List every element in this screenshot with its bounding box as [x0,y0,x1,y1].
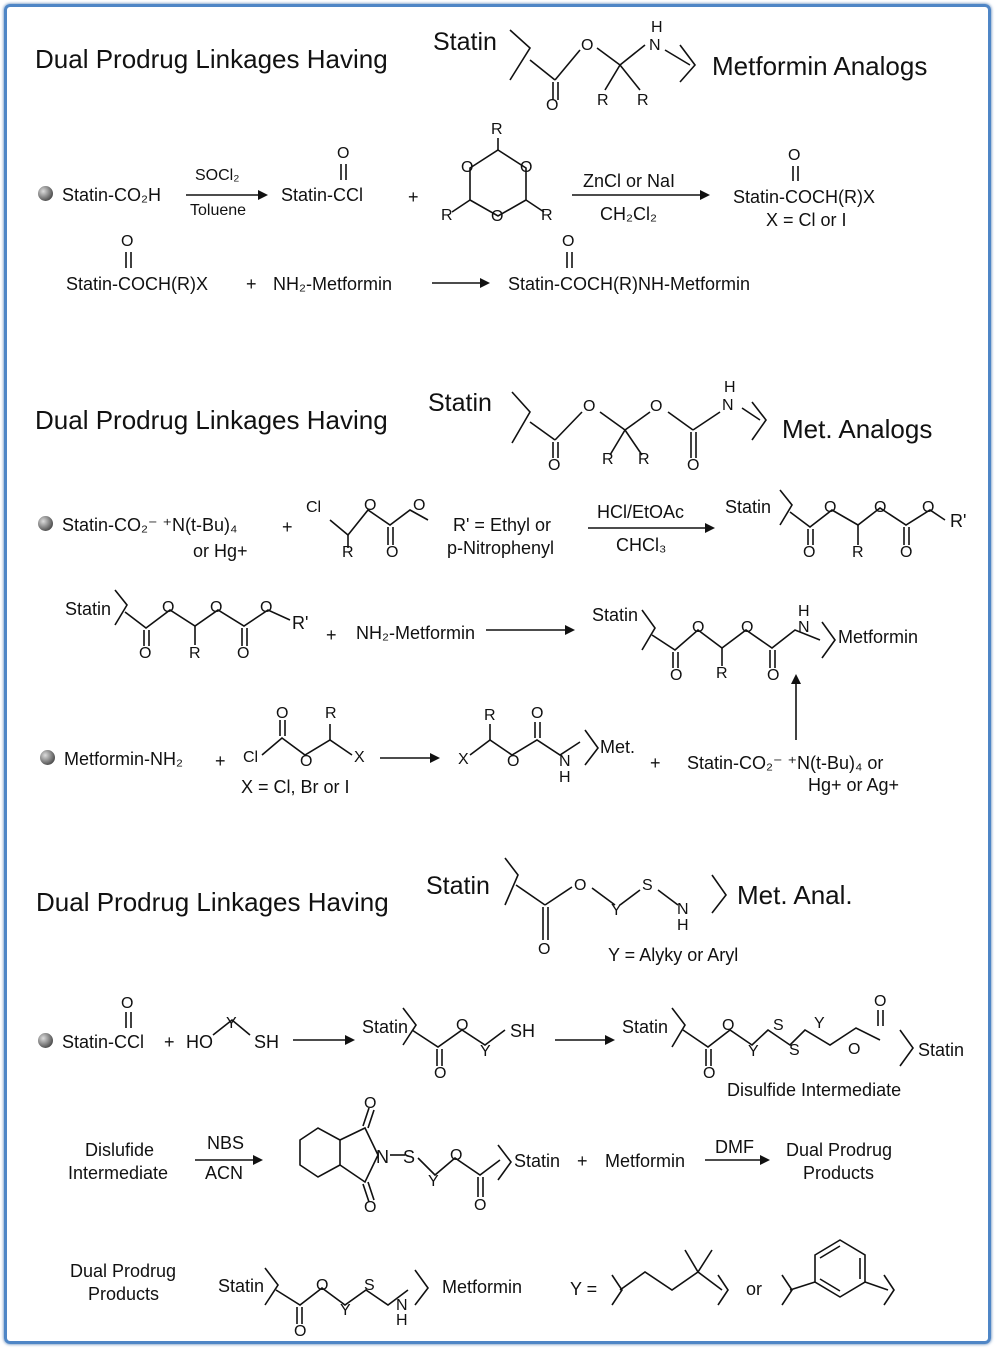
s2b-product-statin: Statin [592,605,639,625]
s2b-product-o3: O [670,667,683,684]
s2a-product-o3: O [922,499,935,516]
s1-reactant: Statin-CO₂H [62,185,162,205]
s2b-product-r: R [716,665,728,682]
s2c-int-end: Met. [600,737,636,757]
s3c-s: S [364,1277,375,1294]
section2-analog-label: Met. Analogs [782,414,933,444]
s2b-product-o1: O [692,619,705,636]
s2a-r: R [342,544,354,561]
section3-y-note: Y = Alyky or Aryl [608,945,739,965]
s2a-o2: O [386,544,399,561]
s3a-dimer-end: Statin [918,1040,965,1060]
s2a-product-r: R [852,544,864,561]
s2-amine: NH₂-Metformin [273,274,392,294]
section3-title: Dual Prodrug Linkages Having [36,887,389,917]
section1-h-atom: H [651,19,663,36]
s2b-o1: O [162,599,175,616]
s2c-int-o1: O [507,753,520,770]
trioxane-r-right: R [541,207,553,224]
s3c-statin: Statin [218,1276,265,1296]
s2a-product-o4: O [803,544,816,561]
s3a-dimer-y1: Y [748,1043,759,1060]
section3-y: Y [611,902,622,919]
s2b-product-o4: O [767,667,780,684]
s2b-rprime: R' [292,613,309,633]
section1-r1: R [597,92,609,109]
s3b-y: Y [428,1173,439,1190]
s3a-dimer-s2: S [789,1042,800,1059]
s2a-r-note: R' = Ethyl or [453,515,551,535]
s2c-int-x: X [458,751,469,768]
s3c-label2: Products [88,1284,160,1304]
s2c-int-n: N [559,753,571,770]
s2c-reactant: Metformin-NH₂ [64,749,183,769]
trioxane-o3: O [491,208,504,225]
section2-o2: O [650,398,663,415]
section2-title: Dual Prodrug Linkages Having [35,405,388,435]
s1-plus: + [408,187,419,207]
s2c-plus: + [215,751,226,771]
s2a-o1: O [364,497,377,514]
s3a-y: Y [226,1015,237,1032]
s2b-plus: + [326,625,337,645]
s2b-o3: O [260,599,273,616]
s2a-reagent-bottom: CHCl₃ [616,535,667,555]
section2-o4: O [687,457,700,474]
section2-r1: R [602,451,614,468]
s2-plus: + [246,274,257,294]
s3a-plus: + [164,1032,175,1052]
s3b-n: N [376,1147,389,1167]
s3a-o: O [121,995,134,1012]
section1-n-atom: N [649,37,661,54]
s3a-dimer-o3: O [848,1041,861,1058]
s3a-dimer-y2: Y [814,1015,825,1032]
s2b-o4: O [139,645,152,662]
section3-statin-label: Statin [426,872,490,900]
s1-reagent2-bottom: CH₂Cl₂ [600,204,657,224]
s3c-h: H [396,1312,408,1329]
s3c-or: or [746,1279,763,1299]
bullet-icon [38,1033,53,1048]
s2c-o2: O [300,753,313,770]
trioxane-o1: O [461,159,474,176]
trioxane-r-left: R [441,207,453,224]
s3c-metformin: Metformin [442,1277,523,1297]
s1-product2-note: X = Cl or I [766,210,847,230]
s2c-plus2: + [650,753,661,773]
section1-linker-structure [510,30,695,100]
s1-reagent-bottom: Toluene [190,202,247,219]
section3-n: N [677,901,689,918]
section3-analog-label: Met. Anal. [737,880,853,910]
section3-o2: O [538,941,551,958]
s2a-reactant-alt: or Hg+ [193,541,248,561]
s3a-product-y: Y [480,1043,491,1060]
section1-title: Dual Prodrug Linkages Having [35,44,388,74]
s2a-product-o1: O [824,499,837,516]
bullet-icon [40,750,55,765]
s2-product-o: O [562,233,575,250]
s3c-o1: O [316,1277,329,1294]
s3b-s: S [403,1147,416,1167]
section2-statin-label: Statin [428,389,492,417]
s2-reactant-o: O [121,233,134,250]
s1-product2: Statin-COCH(R)X [733,187,876,207]
s2a-product-o2: O [874,499,887,516]
section3-o1: O [574,877,587,894]
s2c-int-o2: O [531,705,544,722]
section1-analog-label: Metformin Analogs [712,51,928,81]
s3b-o1: O [450,1147,463,1164]
s2a-plus: + [282,517,293,537]
s2-product: Statin-COCH(R)NH-Metformin [508,274,751,294]
s2b-statin: Statin [65,599,112,619]
s2b-amine: NH₂-Metformin [356,623,475,643]
s1-reagent-top: SOCl₂ [195,167,240,184]
s3b-o-top: O [364,1095,377,1112]
s2b-product-n: N [798,619,810,636]
s3b-product-end: Statin [514,1151,561,1171]
s2a-o3: O [413,497,426,514]
s1-product2-o: O [788,147,801,164]
s3b-reagent-top: NBS [207,1133,245,1153]
s2b-product-end: Metformin [838,627,919,647]
s3a-ho: HO [186,1032,213,1052]
bullet-icon [38,186,53,201]
s3a-dimer-statin: Statin [622,1017,669,1037]
section1-carbonyl-o: O [546,97,559,114]
section1-r2: R [637,92,649,109]
s1-product: Statin-CCl [281,185,364,205]
s3c-y: Y [340,1302,351,1319]
s3b-reagent2: DMF [715,1137,754,1157]
s2a-reactant: Statin-CO₂⁻ ⁺N(t-Bu)₄ [62,515,238,535]
section3-linker-structure [505,858,726,940]
s3c-y-eq: Y = [570,1279,598,1299]
s2c-salt-alt: Hg+ or Ag+ [808,775,900,795]
s2a-cl: Cl [306,499,322,516]
s3a-sh: SH [254,1032,280,1052]
s3c-o2: O [294,1323,307,1340]
section2-o1: O [583,398,596,415]
section1-o-atom: O [581,37,594,54]
trioxane-o2: O [520,159,533,176]
s2-reactant: Statin-COCH(R)X [66,274,209,294]
s2c-x: X [354,749,365,766]
s3b-final2: Products [803,1163,875,1183]
s2b-r: R [189,645,201,662]
s2a-product-o5: O [900,544,913,561]
s2c-salt: Statin-CO₂⁻ ⁺N(t-Bu)₄ or [687,753,884,773]
s3b-reactant2: Intermediate [68,1163,169,1183]
s3b-reagent-bottom: ACN [205,1163,244,1183]
s3b-reactant: Dislufide [85,1140,155,1160]
s2c-o1: O [276,705,289,722]
s2b-o5: O [237,645,250,662]
section2-n: N [722,397,734,414]
s3b-o2: O [474,1197,487,1214]
s3c-n: N [396,1297,408,1314]
s3a-product-statin: Statin [362,1017,409,1037]
bullet-icon [38,516,53,531]
section3-s: S [642,877,653,894]
s3a-dimer-caption: Disulfide Intermediate [727,1080,902,1100]
section1-statin-label: Statin [433,28,497,56]
s3a-product-o2: O [434,1065,447,1082]
s2c-int-r: R [484,707,496,724]
s1-product-o: O [337,145,350,162]
s2c-r: R [325,705,337,722]
s3c-label: Dual Prodrug [70,1261,177,1281]
section2-r2: R [638,451,650,468]
s3b-amine: Metformin [605,1151,686,1171]
s3a-product-sh: SH [510,1021,536,1041]
s3a-dimer-o2: O [703,1065,716,1082]
s2a-product-rprime: R' [950,511,967,531]
section2-o3: O [548,457,561,474]
section2-h: H [724,379,736,396]
s3a-dimer-o4: O [874,993,887,1010]
s3a-dimer-s1: S [773,1017,784,1034]
s2a-r-note2: p-Nitrophenyl [447,538,555,558]
s2b-o2: O [210,599,223,616]
s2c-note: X = Cl, Br or I [241,777,350,797]
section3-h: H [677,917,689,934]
s2b-product-h: H [798,603,810,620]
s2c-cl: Cl [243,749,259,766]
s1-reagent2-top: ZnCl or NaI [583,171,676,191]
s3a-reactant: Statin-CCl [62,1032,145,1052]
s3b-final: Dual Prodrug [786,1140,893,1160]
s2c-int-h: H [559,769,571,786]
s3b-plus: + [577,1151,588,1171]
s3b-o-bottom: O [364,1199,377,1216]
trioxane-r-top: R [491,121,503,138]
s2a-reagent-top: HCl/EtOAc [597,502,685,522]
s2a-product-statin: Statin [725,497,772,517]
s3a-dimer-o1: O [722,1017,735,1034]
s3a-product-o1: O [456,1017,469,1034]
s2b-product-o2: O [741,619,754,636]
